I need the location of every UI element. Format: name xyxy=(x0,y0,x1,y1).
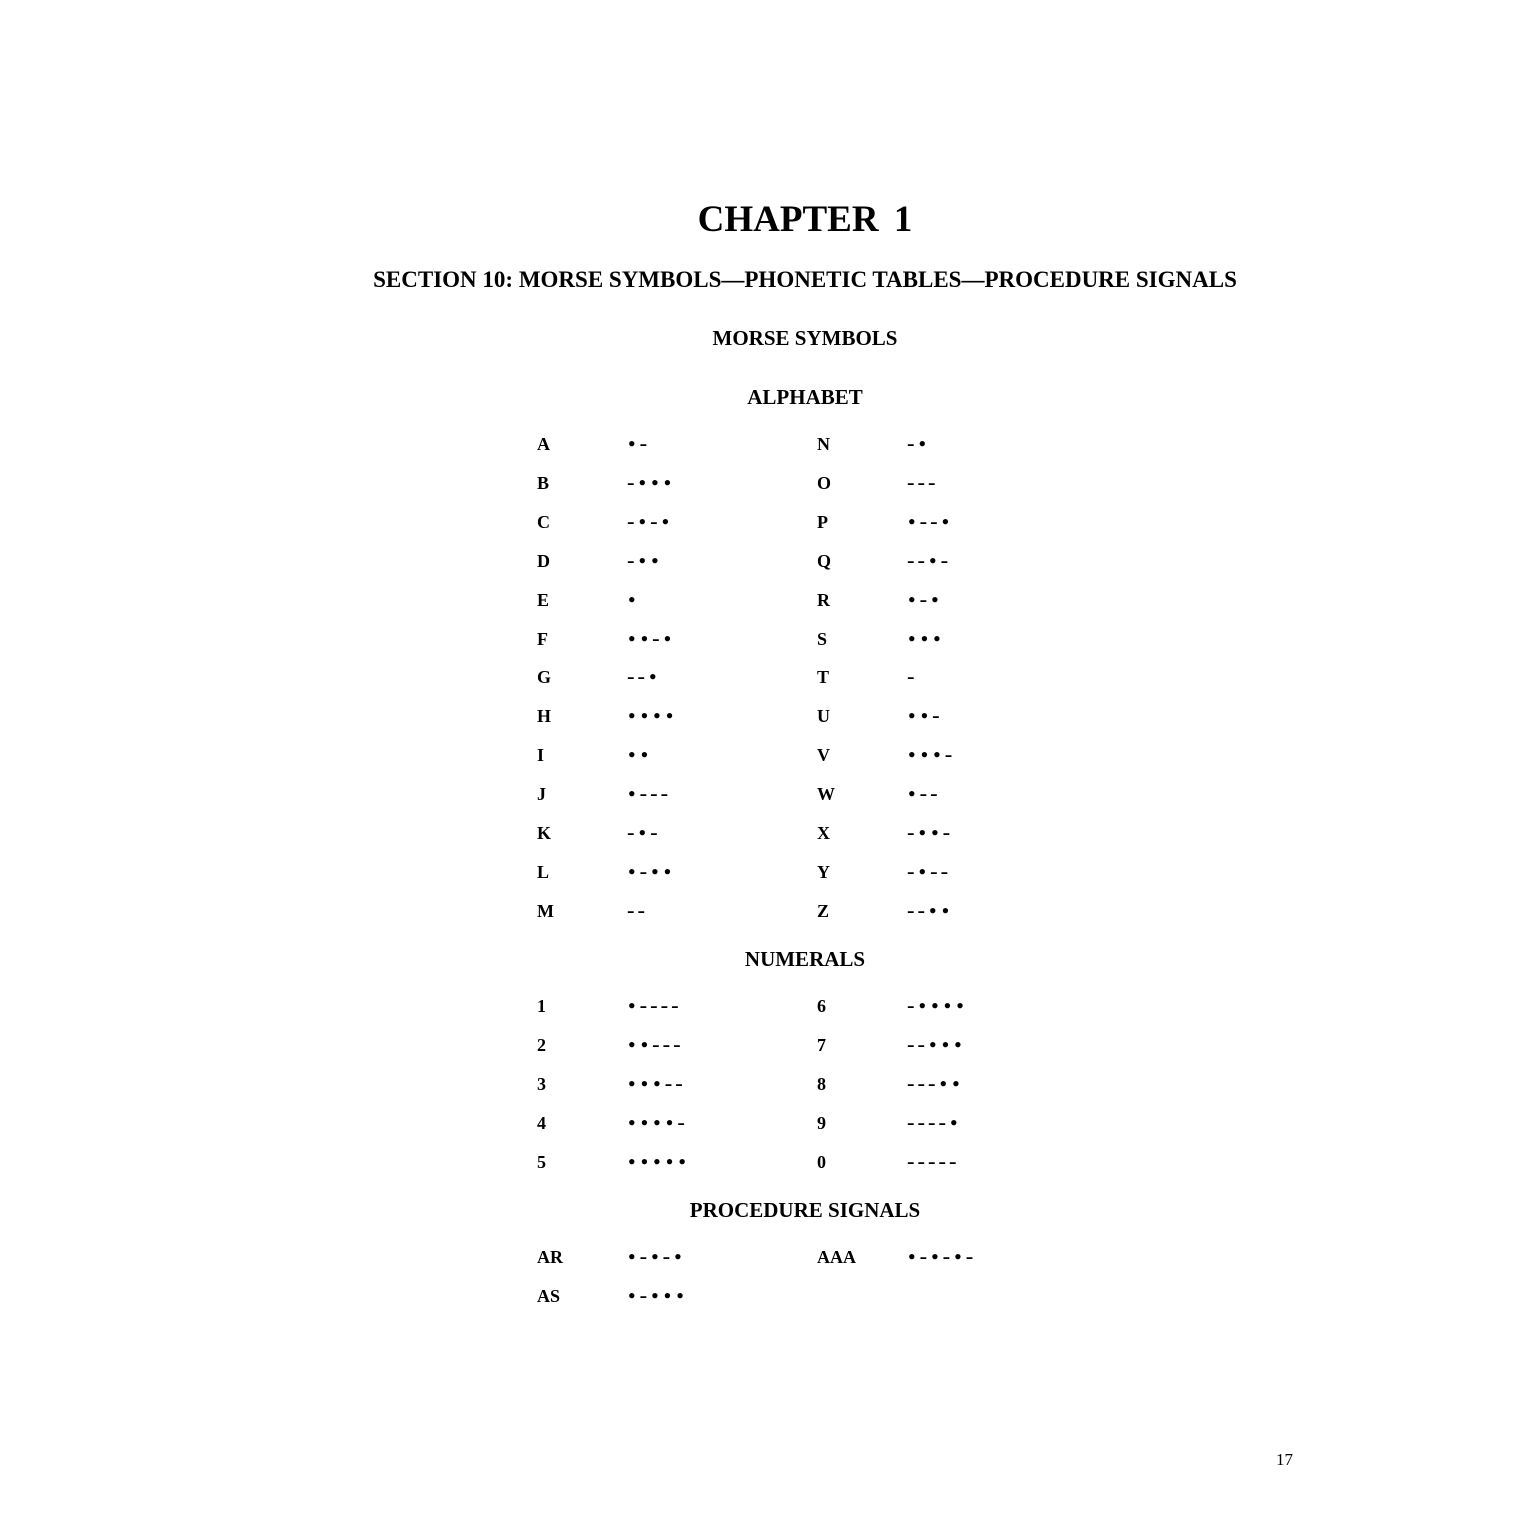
alphabet-morse-code: •–• xyxy=(907,590,943,609)
alphabet-morse-code: –– xyxy=(627,901,648,920)
alphabet-symbol: Q xyxy=(817,550,832,571)
alphabet-morse-code: –• xyxy=(907,435,931,453)
morse-symbols-heading: MORSE SYMBOLS xyxy=(712,326,898,350)
alphabet-symbol: L xyxy=(537,861,550,882)
alphabet-symbol: C xyxy=(537,511,550,532)
alphabet-morse-code: • xyxy=(627,590,640,609)
alphabet-morse-code: •• xyxy=(627,746,653,765)
alphabet-morse-code: ––• xyxy=(627,668,661,687)
page-number: 17 xyxy=(1276,1450,1293,1469)
alphabet-symbol: H xyxy=(537,706,552,727)
numerals-morse-code: •–––– xyxy=(627,997,682,1015)
alphabet-morse-code: ––– xyxy=(907,473,939,492)
alphabet-morse-code: •–– xyxy=(907,785,941,804)
chapter-title: CHAPTER 1 xyxy=(697,199,913,240)
numerals-symbol: 2 xyxy=(537,1034,546,1055)
alphabet-symbol: X xyxy=(817,823,830,843)
alphabet-morse-code: – xyxy=(907,668,918,687)
alphabet-morse-code: •••• xyxy=(627,707,678,726)
alphabet-symbol: Z xyxy=(817,900,830,921)
procedure_signals-symbol: AR xyxy=(537,1247,563,1267)
alphabet-symbol: N xyxy=(817,434,830,454)
alphabet-morse-code: ••–• xyxy=(627,629,676,648)
procedure_signals-symbol: AS xyxy=(537,1285,561,1306)
numerals-morse-code: –•••• xyxy=(907,997,968,1015)
section-title: SECTION 10: MORSE SYMBOLS—PHONETIC TABLES—PROCEDURE SIGNALS xyxy=(373,267,1237,292)
alphabet-morse-code: –••– xyxy=(907,824,954,842)
alphabet-symbol: A xyxy=(537,434,550,454)
alphabet-morse-code: •–•• xyxy=(627,862,676,881)
numerals-morse-code: ••––– xyxy=(627,1035,684,1054)
alphabet-symbol: D xyxy=(537,550,550,571)
procedure_signals-symbol: AAA xyxy=(817,1247,856,1267)
numerals-symbol: 6 xyxy=(817,996,826,1016)
procedure_signals-morse-code: •–••• xyxy=(627,1286,688,1305)
alphabet-morse-code: –•– xyxy=(627,824,661,842)
alphabet-symbol: V xyxy=(817,745,830,766)
numerals-symbol: 9 xyxy=(817,1112,826,1133)
alphabet-symbol: Y xyxy=(817,861,830,882)
alphabet-morse-code: ••– xyxy=(907,707,943,726)
numerals-symbol: 4 xyxy=(537,1112,546,1133)
alphabet-symbol: S xyxy=(817,628,828,649)
numerals-symbol: 3 xyxy=(537,1073,546,1094)
numerals-symbol: 5 xyxy=(537,1151,546,1172)
alphabet-symbol: R xyxy=(817,589,830,610)
alphabet-morse-code: •––– xyxy=(627,785,672,804)
alphabet-morse-code: –••• xyxy=(627,473,676,492)
numerals-heading: NUMERALS xyxy=(744,947,866,971)
alphabet-morse-code: •––• xyxy=(907,512,954,531)
alphabet-morse-code: ––•– xyxy=(907,551,952,570)
numerals-morse-code: –––•• xyxy=(907,1074,964,1093)
alphabet-symbol: U xyxy=(817,706,830,727)
numerals-morse-code: ––––• xyxy=(907,1113,962,1132)
alphabet-symbol: T xyxy=(817,667,830,688)
alphabet-symbol: O xyxy=(817,472,832,493)
alphabet-morse-code: –•–• xyxy=(627,512,674,531)
numerals-symbol: 8 xyxy=(817,1073,826,1094)
numerals-morse-code: ––••• xyxy=(907,1035,966,1054)
alphabet-morse-code: ––•• xyxy=(907,901,954,920)
alphabet-morse-code: –•–– xyxy=(907,862,952,881)
alphabet-symbol: J xyxy=(537,784,546,805)
procedure-signals-heading: PROCEDURE SIGNALS xyxy=(689,1198,921,1222)
numerals-morse-code: •••–– xyxy=(627,1074,686,1093)
alphabet-symbol: K xyxy=(537,823,552,843)
procedure_signals-morse-code: •–•–•– xyxy=(907,1248,977,1266)
numerals-symbol: 0 xyxy=(817,1151,826,1172)
alphabet-symbol: F xyxy=(537,628,548,649)
alphabet-symbol: W xyxy=(817,784,835,805)
alphabet-symbol: I xyxy=(537,745,545,766)
numerals-morse-code: ••••– xyxy=(627,1113,688,1132)
alphabet-morse-code: •– xyxy=(627,435,651,453)
numerals-morse-code: ––––– xyxy=(907,1152,960,1171)
alphabet-morse-code: •••– xyxy=(907,746,956,765)
numerals-morse-code: ••••• xyxy=(627,1152,690,1171)
numerals-symbol: 1 xyxy=(537,996,546,1016)
alphabet-symbol: B xyxy=(537,472,550,493)
procedure_signals-morse-code: •–•–• xyxy=(627,1248,686,1266)
numerals-symbol: 7 xyxy=(817,1034,826,1055)
alphabet-heading: ALPHABET xyxy=(747,385,863,409)
alphabet-symbol: P xyxy=(817,511,828,532)
alphabet-morse-code: –•• xyxy=(627,551,663,570)
alphabet-symbol: M xyxy=(537,900,554,921)
alphabet-morse-code: ••• xyxy=(907,629,945,648)
alphabet-symbol: G xyxy=(537,667,552,688)
alphabet-symbol: E xyxy=(537,589,550,610)
